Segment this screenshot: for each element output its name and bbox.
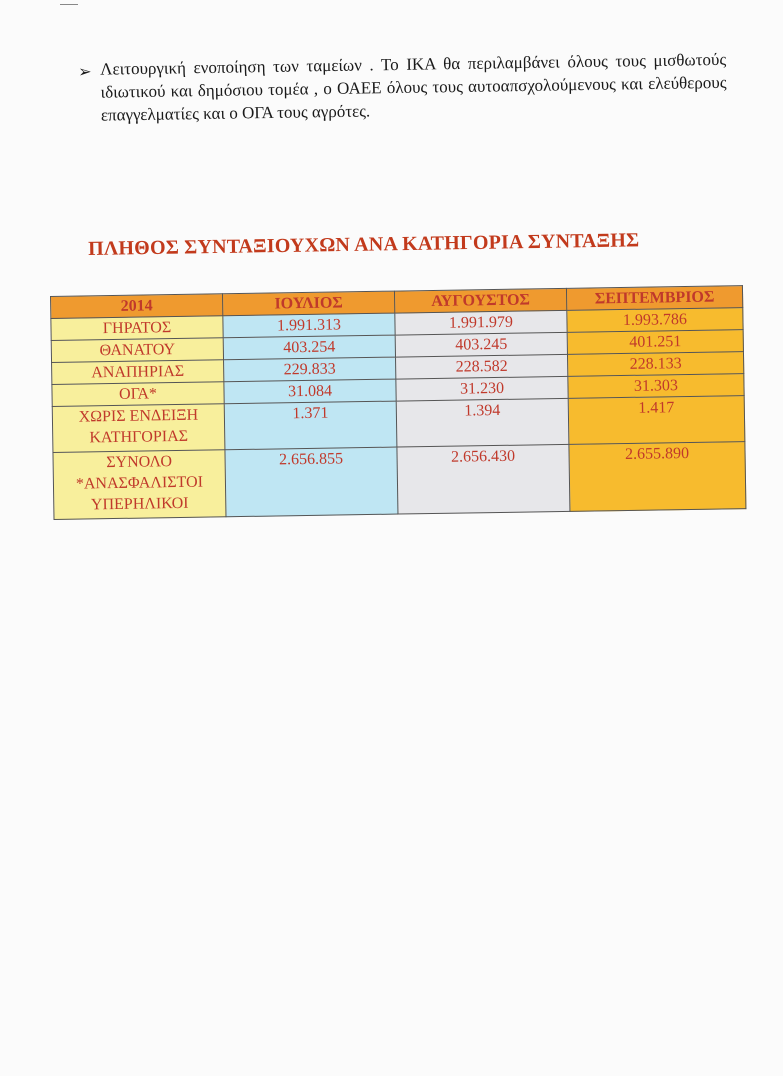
header-august: ΑΥΓΟΥΣΤΟΣ: [394, 288, 566, 313]
scan-artifact: [60, 4, 78, 5]
row-label-oga: ΟΓΑ*: [52, 382, 224, 407]
cell-august: 31.230: [396, 376, 568, 401]
row-label-total: ΣΥΝΟΛΟ *ΑΝΑΣΦΑΛΙΣΤΟΙ ΥΠΕΡΗΛΙΚΟΙ: [53, 450, 226, 520]
pension-table-container: [50, 285, 746, 520]
bullet-text: Λειτουργική ενοποίηση των ταμείων . Το ΙΚΑ θα περιλαμβάνει όλους τους μισθωτούς ιδιωτικού και δημόσιου τομέα , ο ΟΑΕΕ όλους τους αυτοαπσχολούμενους και ελεύθερους επαγγελματίες και ο ΟΓΑ τους αγρότες.: [100, 49, 727, 125]
table-row: [53, 442, 746, 520]
row-label-old-age: ΓΗΡΑΤΟΣ: [51, 316, 223, 341]
cell-july: 229.833: [224, 357, 396, 382]
cell-july: 403.254: [223, 335, 395, 360]
row-label-death: ΘΑΝΑΤΟΥ: [51, 338, 223, 363]
cell-september: 401.251: [567, 330, 743, 355]
cell-july: 31.084: [224, 379, 396, 404]
cell-september: 228.133: [567, 352, 743, 377]
cell-september: 31.303: [568, 374, 744, 399]
cell-september: 1.417: [568, 396, 745, 445]
cell-august: 1.991.979: [395, 310, 567, 335]
cell-august: 1.394: [396, 398, 569, 447]
cell-august: 228.582: [396, 354, 568, 379]
cell-august: 2.656.430: [397, 444, 570, 514]
cell-july: 1.371: [224, 401, 397, 450]
cell-august: 403.245: [395, 332, 567, 357]
pension-table: [50, 285, 746, 520]
header-july: ΙΟΥΛΙΟΣ: [222, 291, 394, 316]
header-september: ΣΕΠΤΕΜΒΡΙΟΣ: [566, 286, 742, 311]
row-label-disability: ΑΝΑΠΗΡΙΑΣ: [52, 360, 224, 385]
bullet-paragraph: [78, 48, 727, 127]
table-title: ΠΛΗΘΟΣ ΣΥΝΤΑΞΙΟΥΧΩΝ ΑΝΑ ΚΑΤΗΓΟΡΙΑ ΣΥΝΤΑΞΗΣ: [88, 229, 640, 260]
cell-september: 2.655.890: [569, 442, 746, 512]
header-year: 2014: [51, 294, 223, 319]
cell-july: 1.991.313: [223, 313, 395, 338]
cell-september: 1.993.786: [567, 308, 743, 333]
cell-july: 2.656.855: [225, 447, 398, 517]
row-label-no-category: ΧΩΡΙΣ ΕΝΔΕΙΞΗ ΚΑΤΗΓΟΡΙΑΣ: [52, 404, 225, 453]
arrow-bullet-icon: ➢: [78, 61, 92, 81]
